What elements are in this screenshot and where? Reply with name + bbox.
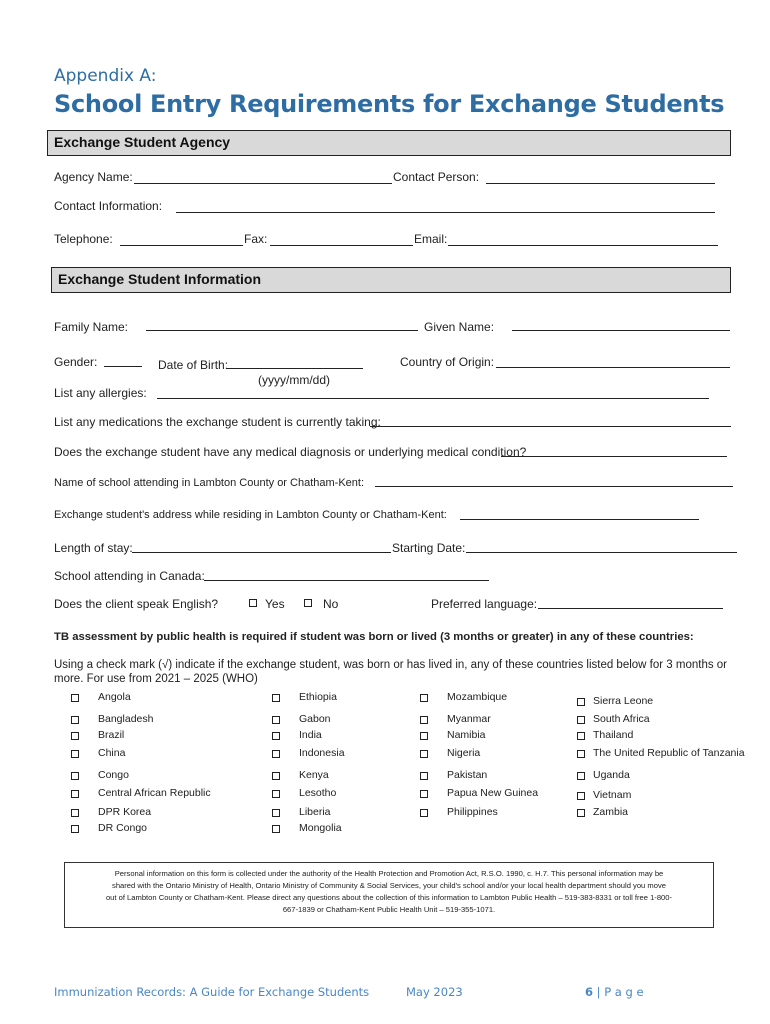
country-checkbox[interactable]	[577, 750, 585, 758]
country-label: Sierra Leone	[593, 695, 654, 707]
footer-date: May 2023	[406, 985, 463, 999]
privacy-notice-line1: Personal information on this form is collected under the authority of the Health Protection and Promotion Act, R.S.O. 1990, c. H.7. This personal information may be	[114, 869, 664, 878]
country-label: Congo	[98, 769, 129, 781]
country-label: Gabon	[299, 713, 331, 725]
country-checkbox[interactable]	[577, 792, 585, 800]
privacy-notice-line2: shared with the Ontario Ministry of Health, Ontario Ministry of Community & Social Services, your child's school and/or your local health department should you move	[112, 881, 666, 890]
country-checkbox[interactable]	[71, 716, 79, 724]
country-checkbox[interactable]	[71, 772, 79, 780]
country-checkbox[interactable]	[71, 694, 79, 702]
country-label: Nigeria	[447, 747, 481, 759]
gender-label: Gender:	[54, 355, 98, 369]
school-canada-label: School attending in Canada:	[54, 569, 205, 583]
medications-field[interactable]	[370, 426, 731, 427]
country-label: Lesotho	[299, 787, 337, 799]
speak-english-label: Does the client speak English?	[54, 597, 219, 611]
country-checkbox[interactable]	[577, 772, 585, 780]
allergies-label: List any allergies:	[54, 386, 147, 400]
length-stay-label: Length of stay:	[54, 541, 133, 555]
country-checkbox[interactable]	[272, 809, 280, 817]
country-label: Pakistan	[447, 769, 488, 781]
starting-date-field[interactable]	[466, 552, 737, 553]
given-name-field[interactable]	[512, 330, 730, 331]
country-checkbox[interactable]	[71, 790, 79, 798]
country-checkbox[interactable]	[420, 809, 428, 817]
given-name-label: Given Name:	[424, 320, 495, 334]
diagnosis-field[interactable]	[501, 456, 727, 457]
preferred-language-label: Preferred language:	[431, 597, 538, 611]
appendix-label: Appendix A:	[54, 66, 157, 86]
telephone-field[interactable]	[120, 245, 243, 246]
no-label: No	[323, 597, 339, 611]
agency-section-heading: Exchange Student Agency	[47, 130, 731, 156]
country-label: Namibia	[447, 729, 486, 741]
country-checkbox[interactable]	[420, 716, 428, 724]
privacy-notice-line4: 667-1839 or Chatham-Kent Public Health Unit – 519-355-1071.	[282, 905, 496, 914]
tb-instructions-line1: Using a check mark (√) indicate if the exchange student, was born or has lived in, any of these countries listed below for 3 months or	[54, 659, 728, 671]
country-checkbox[interactable]	[272, 825, 280, 833]
school-canada-field[interactable]	[204, 580, 489, 581]
country-label: Bangladesh	[98, 713, 154, 725]
country-checkbox[interactable]	[272, 772, 280, 780]
email-field[interactable]	[448, 245, 718, 246]
tb-instructions-line2: more. For use from 2021 – 2025 (WHO)	[54, 673, 258, 685]
country-label: Zambia	[593, 806, 629, 818]
contact-person-label: Contact Person:	[393, 170, 480, 184]
country-label: Ethiopia	[299, 691, 337, 703]
country-checkbox[interactable]	[420, 790, 428, 798]
medications-label: List any medications the exchange student is currently taking:	[54, 415, 381, 429]
footer-page-number: 6	[585, 985, 594, 999]
country-checkbox[interactable]	[272, 732, 280, 740]
yes-label: Yes	[265, 597, 285, 611]
address-label: Exchange student's address while residing in Lambton County or Chatham-Kent:	[54, 509, 447, 521]
page-title: School Entry Requirements for Exchange Students	[54, 90, 725, 118]
country-checkbox[interactable]	[577, 698, 585, 706]
country-checkbox[interactable]	[420, 732, 428, 740]
length-stay-field[interactable]	[132, 552, 391, 553]
allergies-field[interactable]	[157, 398, 709, 399]
country-label: Myanmar	[447, 713, 491, 725]
country-checkbox[interactable]	[420, 750, 428, 758]
country-checkbox[interactable]	[577, 809, 585, 817]
address-field[interactable]	[460, 519, 699, 520]
country-label: Papua New Guinea	[447, 787, 539, 799]
gender-field[interactable]	[104, 366, 142, 367]
dob-field[interactable]	[227, 368, 363, 369]
yes-checkbox[interactable]	[249, 599, 257, 607]
dob-format-hint: (yyyy/mm/dd)	[258, 373, 330, 387]
country-checkbox[interactable]	[420, 694, 428, 702]
country-label: Liberia	[299, 806, 331, 818]
agency-name-field[interactable]	[134, 183, 392, 184]
country-checkbox[interactable]	[272, 716, 280, 724]
country-label: Mongolia	[299, 822, 342, 834]
country-label: Kenya	[299, 769, 329, 781]
tb-heading: TB assessment by public health is required if student was born or lived (3 months or greater) in any of these countries:	[54, 631, 694, 643]
country-origin-label: Country of Origin:	[400, 355, 495, 369]
footer-document-title: Immunization Records: A Guide for Exchange Students	[54, 985, 370, 999]
country-label: Brazil	[98, 729, 125, 741]
telephone-label: Telephone:	[54, 232, 113, 246]
fax-field[interactable]	[270, 245, 413, 246]
country-label: Uganda	[593, 769, 630, 781]
school-name-field[interactable]	[375, 486, 733, 487]
country-label: India	[299, 729, 322, 741]
country-checkbox[interactable]	[272, 750, 280, 758]
country-checkbox[interactable]	[71, 750, 79, 758]
diagnosis-label: Does the exchange student have any medical diagnosis or underlying medical condition?	[54, 445, 527, 459]
country-label: Thailand	[593, 729, 634, 741]
no-checkbox[interactable]	[304, 599, 312, 607]
country-label: South Africa	[593, 713, 650, 725]
country-label: DPR Korea	[98, 806, 152, 818]
country-label: DR Congo	[98, 822, 148, 834]
country-label: Indonesia	[299, 747, 345, 759]
contact-info-field[interactable]	[176, 212, 715, 213]
preferred-language-field[interactable]	[538, 608, 723, 609]
country-checkbox[interactable]	[71, 732, 79, 740]
country-checkbox[interactable]	[272, 790, 280, 798]
country-label: Vietnam	[593, 789, 632, 801]
footer-page-label: | P a g e	[596, 985, 644, 999]
email-label: Email:	[414, 232, 448, 246]
country-origin-field[interactable]	[496, 367, 730, 368]
family-name-label: Family Name:	[54, 320, 129, 334]
country-checkbox[interactable]	[71, 825, 79, 833]
country-checkbox[interactable]	[577, 732, 585, 740]
country-label: Philippines	[447, 806, 498, 818]
country-label: China	[98, 747, 126, 759]
fax-label: Fax:	[244, 232, 268, 246]
country-label: Central African Republic	[98, 787, 211, 799]
school-name-label: Name of school attending in Lambton County or Chatham-Kent:	[54, 477, 365, 489]
privacy-notice-line3: out of Lambton County or Chatham-Kent. Please direct any questions about the collection of this information to Lambton Public Health – 519-383-8331 or toll free 1-800-	[105, 893, 673, 902]
contact-person-field[interactable]	[486, 183, 715, 184]
agency-name-label: Agency Name:	[54, 170, 133, 184]
contact-info-label: Contact Information:	[54, 199, 163, 213]
starting-date-label: Starting Date:	[392, 541, 466, 555]
family-name-field[interactable]	[146, 330, 418, 331]
dob-label: Date of Birth:	[158, 358, 229, 372]
country-checkbox[interactable]	[71, 809, 79, 817]
country-checkbox[interactable]	[272, 694, 280, 702]
country-label: Angola	[98, 691, 131, 703]
country-label: Mozambique	[447, 691, 508, 703]
country-checkbox[interactable]	[577, 716, 585, 724]
country-label: The United Republic of Tanzania	[593, 747, 745, 759]
country-checkbox[interactable]	[420, 772, 428, 780]
footer-page	[585, 985, 644, 999]
student-section-heading: Exchange Student Information	[51, 267, 731, 293]
privacy-notice	[64, 862, 714, 928]
